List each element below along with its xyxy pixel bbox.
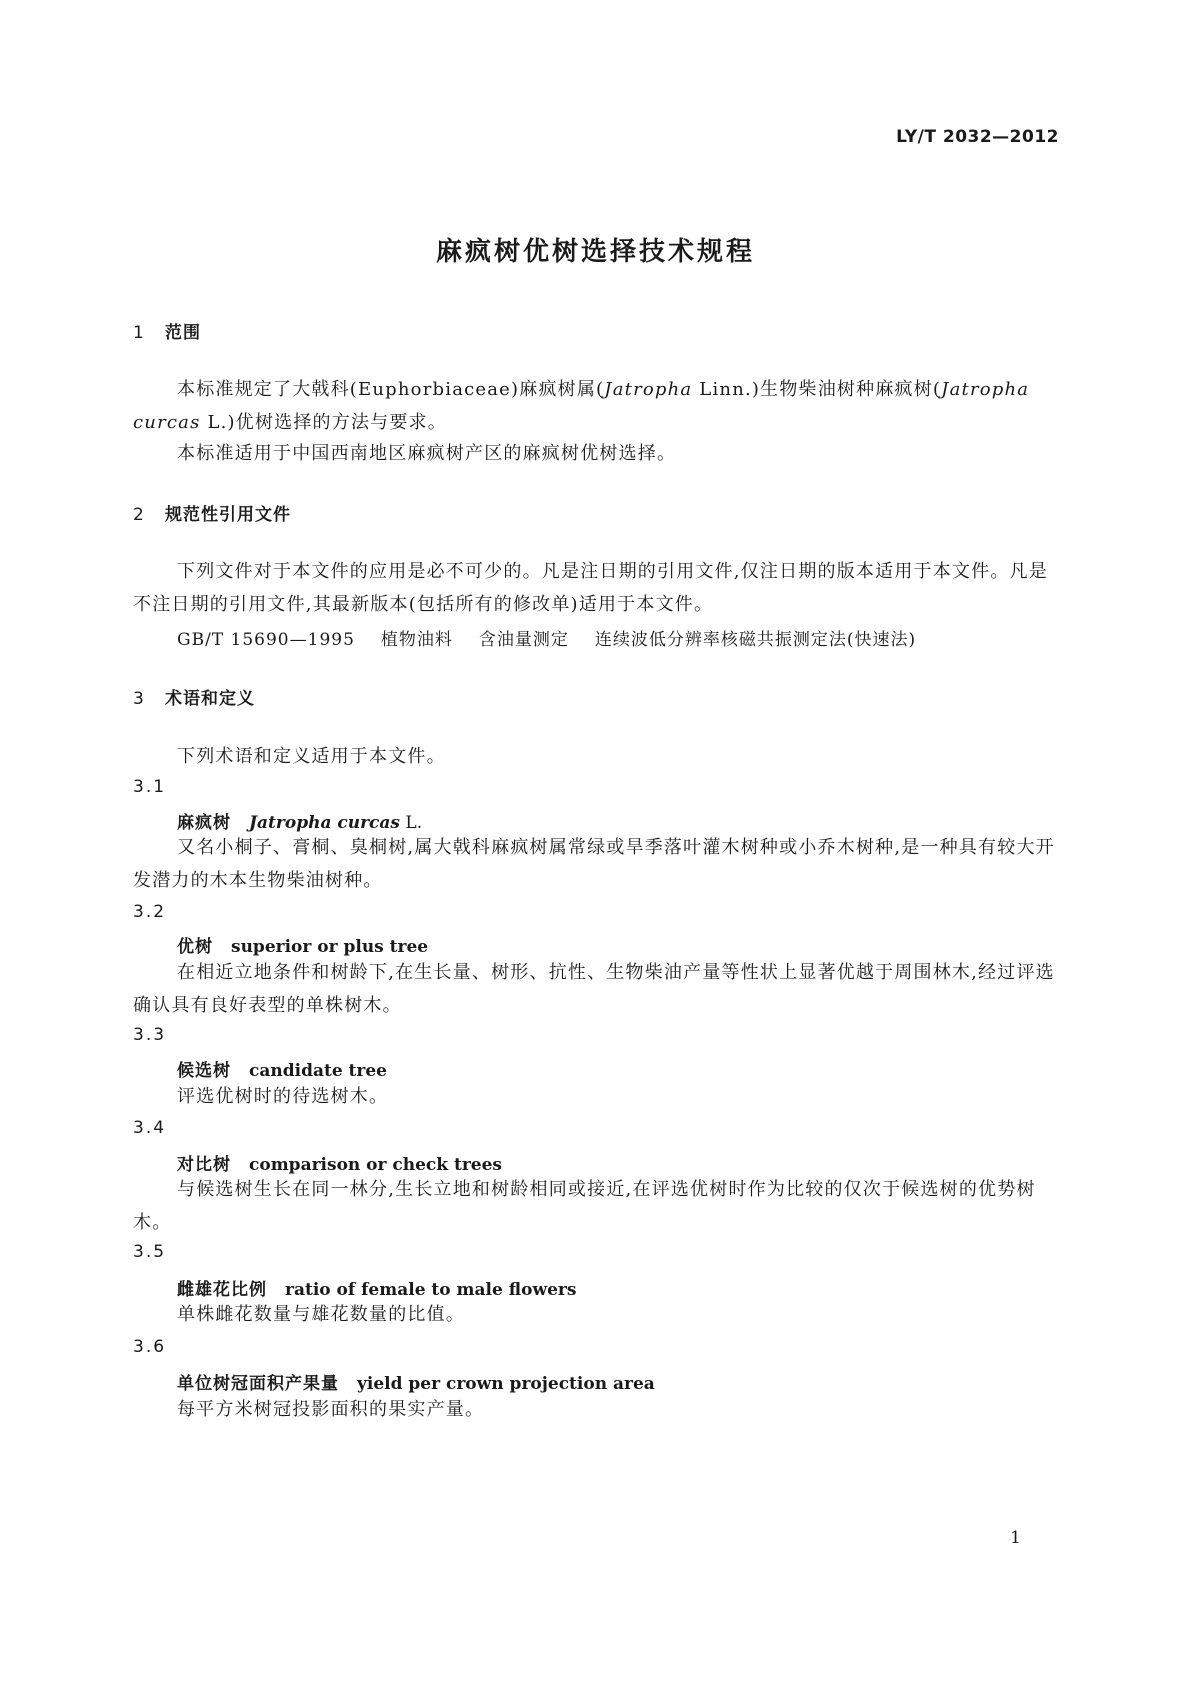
normative-reference [177, 625, 942, 650]
term-heading [177, 932, 428, 957]
section-title: 范围 [165, 323, 201, 343]
section-title: 术语和定义 [165, 689, 255, 709]
term-definition: 与候选树生长在同一林分,生长立地和树龄相同或接近,在评选优树时作为比较的仅次于候选树的优势树木。 [133, 1179, 1036, 1233]
page-number: 1 [1010, 1528, 1021, 1548]
section-3-intro: 下列术语和定义适用于本文件。 [177, 746, 446, 767]
section-1-heading [133, 318, 201, 343]
reference-title-part: 连续波低分辨率核磁共振测定法(快速法) [594, 630, 917, 650]
section-2-paragraph-1: 下列文件对于本文件的应用是必不可少的。凡是注日期的引用文件,仅注日期的版本适用于本文件。凡是不注日期的引用文件,其最新版本(包括所有的修改单)适用于本文件。 [133, 561, 1048, 615]
term-definition: 评选优树时的待选树木。 [177, 1086, 389, 1107]
term-number: 3.6 [133, 1337, 167, 1357]
term-english: comparison or check trees [249, 1155, 502, 1175]
term-english: ratio of female to male flowers [285, 1280, 577, 1300]
section-1-paragraph-1 [133, 373, 1059, 439]
term-english: superior or plus tree [231, 937, 429, 957]
term-definition: 又名小桐子、膏桐、臭桐树,属大戟科麻疯树属常绿或旱季落叶灌木树种或小乔木树种,是一种具有较大开发潜力的木本生物柴油树种。 [133, 837, 1055, 891]
term-english: yield per crown projection area [357, 1374, 655, 1394]
document-title: 麻疯树优树选择技术规程 [435, 237, 755, 267]
term-heading [177, 1150, 502, 1175]
term-number: 3.2 [133, 902, 167, 922]
reference-code: GB/T 15690—1995 [177, 630, 355, 650]
term-number: 3.1 [133, 777, 167, 797]
section-title: 规范性引用文件 [165, 505, 291, 525]
reference-title-part: 含油量测定 [478, 630, 569, 650]
standard-code: LY/T 2032—2012 [896, 127, 1059, 147]
italic-species: Jatropha curcas [133, 379, 1030, 433]
text-run: 本标准规定了大戟科(Euphorbiaceae)麻疯树属( [177, 379, 605, 400]
section-number: 2 [133, 505, 145, 525]
section-number: 3 [133, 689, 145, 709]
term-chinese: 单位树冠面积产果量 [177, 1374, 339, 1394]
text-run: Linn.)生物柴油树种麻疯树( [692, 379, 942, 400]
term-english: Jatropha curcas [249, 813, 400, 833]
term-chinese: 优树 [177, 937, 213, 957]
term-heading [177, 1056, 387, 1081]
term-chinese: 对比树 [177, 1155, 231, 1175]
section-2-heading [133, 500, 291, 525]
term-heading [177, 1369, 655, 1394]
term-definition: 单株雌花数量与雄花数量的比值。 [177, 1304, 465, 1325]
section-1-paragraph-2: 本标准适用于中国西南地区麻疯树产区的麻疯树优树选择。 [177, 443, 677, 464]
term-english-suffix: L. [400, 813, 423, 833]
term-chinese: 雌雄花比例 [177, 1280, 267, 1300]
term-chinese: 候选树 [177, 1061, 231, 1081]
term-chinese: 麻疯树 [177, 813, 231, 833]
term-heading [177, 808, 422, 833]
text-run: L.)优树选择的方法与要求。 [200, 412, 447, 433]
term-number: 3.5 [133, 1242, 167, 1262]
term-definition: 在相近立地条件和树龄下,在生长量、树形、抗性、生物柴油产量等性状上显著优越于周围林木,经过评选确认具有良好表型的单株树木。 [133, 962, 1055, 1016]
term-heading [177, 1275, 576, 1300]
italic-genus: Jatropha [604, 379, 693, 400]
term-number: 3.3 [133, 1025, 167, 1045]
section-3-heading [133, 684, 255, 709]
term-number: 3.4 [133, 1118, 167, 1138]
section-number: 1 [133, 323, 145, 343]
reference-title-part: 植物油料 [380, 630, 453, 650]
term-english: candidate tree [249, 1061, 388, 1081]
term-definition: 每平方米树冠投影面积的果实产量。 [177, 1399, 485, 1420]
